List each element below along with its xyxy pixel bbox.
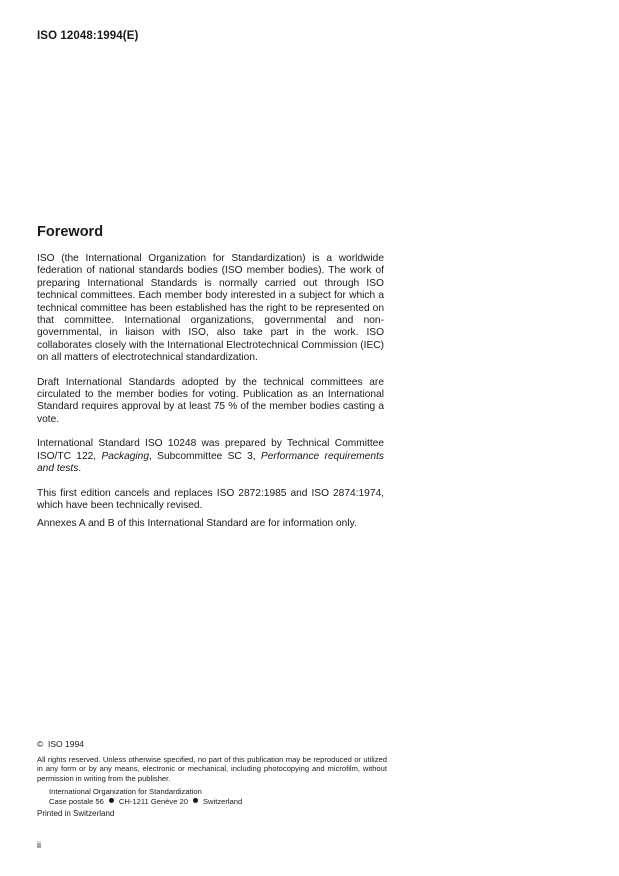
foreword-title: Foreword: [37, 224, 104, 240]
paragraph-3-text-b: , Subcommittee SC 3,: [149, 450, 261, 462]
committee-name: Packaging: [101, 450, 150, 462]
copyright-text: ISO 1994: [48, 739, 84, 749]
bullet-icon: [109, 798, 114, 803]
copyright-line: [37, 740, 387, 750]
foreword-body: [37, 253, 384, 531]
document-id-header: ISO 12048:1994(E): [37, 30, 139, 42]
paragraph-3-text-a: International Standard ISO 10248 was prepared by Technical Committee ISO/TC 122,: [37, 438, 384, 462]
copyright-icon: ©: [37, 739, 44, 749]
organization-name: International Organization for Standardization: [49, 787, 202, 796]
rights-notice: All rights reserved. Unless otherwise specified, no part of this publication may be reproduced or utilized in any form or by any means, electronic or mechanical, including photocopying and microfilm, without permission in writing from the publisher.: [37, 754, 387, 783]
bullet-icon: [193, 798, 198, 803]
copyright-block: [37, 740, 387, 819]
page-number: ii: [37, 840, 41, 850]
address-postal: Case postale 56: [49, 796, 104, 806]
subcommittee-name: Performance requirements and tests: [37, 450, 385, 475]
address-city: CH-1211 Genève 20: [118, 796, 188, 806]
foreword-paragraph-4: This first edition cancels and replaces ISO 2872:1985 and ISO 2874:1974, which have been technically revised.: [37, 487, 384, 511]
organization-address: [37, 797, 387, 807]
paragraph-3-text-c: .: [78, 463, 82, 475]
foreword-paragraph-2: Draft International Standards adopted by the technical committees are circulated to the member bodies for voting. Publication as an International Standard requires approval by at least 75 % of the member bodies casting a vote.: [37, 376, 384, 425]
address-country: Switzerland: [202, 796, 243, 806]
printed-in: Printed in Switzerland: [37, 809, 115, 818]
foreword-paragraph-5: Annexes A and B of this International Standard are for information only.: [37, 518, 357, 530]
foreword-paragraph-1: ISO (the International Organization for Standardization) is a worldwide federation of national standards bodies (ISO member bodies). The work of preparing International Standards is normally carried out through ISO technical committees. Each member body interested in a subject for which a technical committee has been established has the right to be represented on that committee. International organizations, governmental and non-governmental, in liaison with ISO, also take part in the work. ISO collaborates closely with the International Electrotechnical Commission (IEC) on all matters of electrotechnical standardization.: [37, 253, 384, 364]
foreword-paragraph-3: [37, 438, 384, 475]
